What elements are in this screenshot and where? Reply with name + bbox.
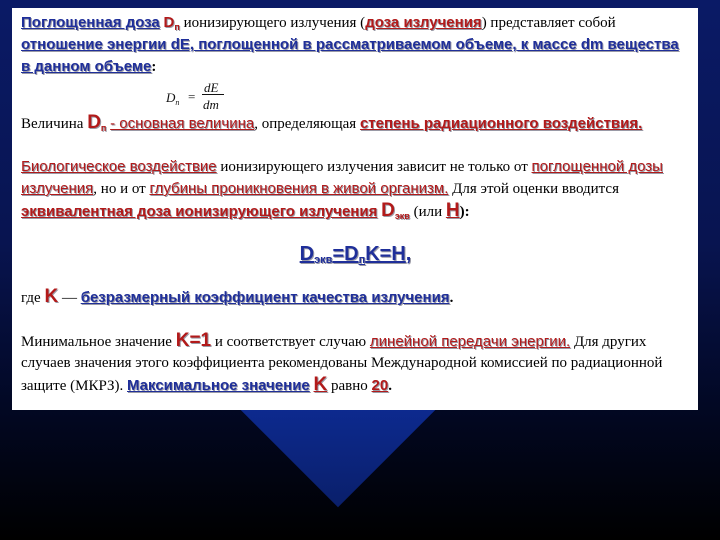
symbol-k-equals-1: K=1: [175, 330, 212, 351]
paragraph-magnitude: [21, 112, 690, 135]
formula-denominator: dm: [203, 97, 219, 112]
text-period: .: [449, 290, 454, 306]
formula-equivalent-dose: [21, 244, 690, 265]
text-dash: —: [61, 290, 77, 306]
formula-lhs: $D_п$: [166, 90, 180, 107]
symbol-dp-large: $D_п$: [87, 112, 107, 133]
paragraph-definition: [21, 12, 690, 78]
term-max-value: Максимальное значение: [127, 377, 310, 394]
formula-eq-d: =D: [332, 243, 359, 265]
definition-ratio: отношение энергии dE, поглощенной в рассматриваемом объеме, к массе dm вещества в данном объеме: [21, 36, 679, 75]
text-magnitude: Величина: [21, 116, 84, 132]
formula-k-h: K=H: [365, 243, 406, 265]
term-radiation-dose: доза излучения: [365, 14, 482, 31]
term-equivalent-dose: эквивалентная доза ионизирующего излучения: [21, 203, 378, 220]
text-ionizing: ионизирующего излучения (: [183, 15, 366, 31]
term-main-quantity: - основная величина: [110, 115, 255, 132]
text-close-paren: ):: [459, 204, 470, 220]
term-penetration-depth: глубины проникновения в живой организм.: [149, 180, 449, 197]
text-equals: равно: [331, 378, 368, 394]
term-degree-impact: степень радиационного воздействия.: [359, 115, 643, 132]
formula-numerator: dE: [204, 80, 219, 95]
text-represents: ) представляет собой: [481, 15, 616, 31]
spacer: [21, 223, 690, 244]
paragraph-k-definition: [21, 286, 690, 309]
symbol-deq: $D_{экв}$: [381, 200, 410, 221]
text-final-period: .: [388, 378, 392, 394]
text-depends: ионизирующего излучения зависит не только от: [220, 159, 528, 175]
spacer: [21, 309, 690, 330]
term-absorbed-radiation-dose: поглощенной дозы излучения: [21, 158, 663, 197]
term-linear-energy-transfer: линейной передачи энергии.: [369, 333, 571, 350]
spacer: [21, 135, 690, 156]
text-or: (или: [413, 204, 443, 220]
text-where: где: [21, 290, 41, 306]
formula-comma: ,: [405, 243, 412, 265]
symbol-dp: $D_п$: [163, 14, 180, 32]
paragraph-biological: [21, 156, 690, 223]
formula-sub-p: п: [358, 254, 366, 266]
formula-deq: $D_{экв}$: [299, 243, 333, 266]
term-absorbed-dose: Поглощенная доза: [21, 14, 160, 31]
text-min-value: Минимальное значение: [21, 334, 172, 350]
text-but-also: , но и от: [93, 181, 146, 197]
spacer: [21, 265, 690, 286]
text-corresponds: и соответствует случаю: [214, 334, 367, 350]
formula-equals: =: [188, 89, 196, 104]
symbol-h: H: [445, 200, 460, 221]
text-colon: :: [151, 59, 157, 75]
slide-text-panel: [12, 8, 698, 410]
text-determining: , определяющая: [254, 116, 357, 132]
value-20: 20: [371, 377, 389, 394]
term-biological-impact: Биологическое воздействие: [21, 158, 217, 175]
formula-dp-de-dm: [166, 80, 236, 112]
symbol-k: K: [44, 286, 59, 307]
symbol-k-max: K: [313, 374, 328, 395]
term-quality-coefficient: безразмерный коэффициент качества излучения: [80, 289, 450, 306]
text-introduced: Для этой оценки вводится: [452, 181, 619, 197]
paragraph-values: [21, 330, 690, 397]
text-icrp: Для других случаев значения этого коэффициента рекомендованы Международной комиссией по радиационной защите (МКРЗ).: [21, 334, 663, 394]
